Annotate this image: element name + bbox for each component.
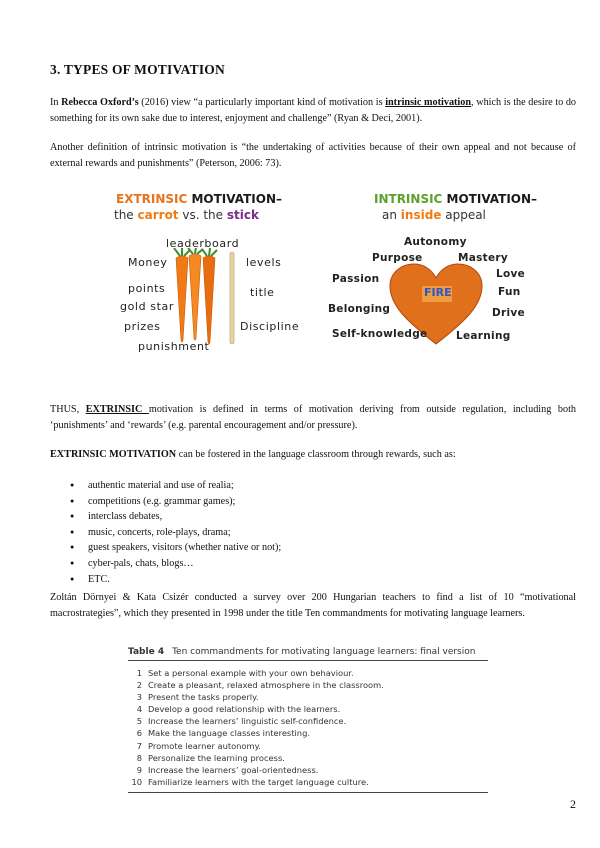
ext-word-title: title — [250, 286, 275, 299]
ext-word-prizes: prizes — [124, 320, 161, 333]
table-title: Ten commandments for motivating language learners: final version — [172, 647, 476, 657]
p4-post: can be fostered in the language classroom through rewards, such as: — [176, 449, 456, 460]
p1-pre: In — [50, 97, 62, 108]
row-number: 7 — [136, 740, 142, 751]
p1-term: intrinsic motivation — [385, 97, 472, 108]
int-word-love: Love — [496, 268, 526, 280]
intrinsic-heading-rest: MOTIVATION– — [442, 192, 538, 206]
list-item: ● guest speakers, visitors (whether native or not); — [70, 540, 281, 556]
ext-sub-mid: vs. the — [178, 208, 227, 222]
int-word-passion: Passion — [332, 273, 380, 285]
paragraph-extrinsic-rewards — [50, 447, 576, 463]
table-row — [128, 667, 488, 679]
extrinsic-subtitle — [114, 208, 259, 222]
row-text: Increase the learners’ goal-orientedness. — [148, 764, 319, 775]
p1-post: , which is the desire to do something for its own sake due to interest, enjoyment and challenge” (Ryan & Deci, 2001). — [50, 97, 577, 124]
list-item: ● authentic material and use of realia; — [70, 478, 281, 494]
paragraph-dornyei: Zoltán Dörnyei & Kata Csizér conducted a survey over 200 Hungarian teachers to find a list of 10 “motivational macrostrategies”, which they presented in 1998 under the title Ten commandments for motivating language learners. — [50, 592, 576, 619]
ext-word-gold-star: gold star — [120, 300, 174, 313]
ext-word-money: Money — [128, 256, 168, 269]
motivation-figure — [100, 190, 538, 362]
ext-sub-pre: the — [114, 208, 138, 222]
table-header — [128, 647, 488, 661]
ext-sub-stick: stick — [226, 208, 259, 222]
table-row — [128, 679, 488, 691]
table-row — [128, 715, 488, 727]
row-text: Make the language classes interesting. — [148, 728, 310, 739]
table-rows — [128, 661, 488, 793]
int-sub-pre: an — [382, 208, 401, 222]
row-number: 5 — [136, 716, 142, 727]
table-row — [128, 752, 488, 764]
extrinsic-heading — [116, 192, 282, 206]
row-number: 8 — [136, 752, 142, 763]
ext-word-punishment: punishment — [138, 340, 210, 353]
list-item: ● interclass debates, — [70, 509, 281, 525]
row-number: 6 — [136, 728, 142, 739]
extrinsic-heading-colored: EXTRINSIC — [116, 192, 188, 206]
intrinsic-heading-colored: INTRINSIC — [374, 192, 443, 206]
p1-mid: (2016) view “a particularly important kind of motivation is — [138, 97, 386, 108]
list-item: ● cyber-pals, chats, blogs… — [70, 556, 281, 572]
row-number: 9 — [136, 764, 142, 775]
table-row — [128, 740, 488, 752]
heart-label: FIRE — [424, 286, 452, 299]
row-number: 4 — [136, 704, 142, 715]
row-text: Create a pleasant, relaxed atmosphere in the classroom. — [148, 680, 384, 691]
int-word-mastery: Mastery — [458, 252, 509, 264]
table-row — [128, 764, 488, 776]
ext-word-levels: levels — [246, 256, 282, 269]
row-text: Increase the learners’ linguistic self-confidence. — [148, 716, 347, 727]
ext-sub-carrot: carrot — [137, 208, 179, 222]
int-word-learning: Learning — [456, 330, 511, 342]
commandments-table — [128, 647, 488, 793]
carrots-illustration — [166, 248, 246, 348]
row-text: Develop a good relationship with the learners. — [148, 704, 341, 715]
row-text: Personalize the learning process. — [148, 752, 285, 763]
int-word-belonging: Belonging — [328, 303, 391, 315]
int-word-autonomy: Autonomy — [404, 236, 467, 248]
int-word-fun: Fun — [498, 286, 521, 298]
page-number: 2 — [570, 797, 576, 811]
list-item: ● music, concerts, role-plays, drama; — [70, 525, 281, 541]
paragraph-extrinsic-definition — [50, 402, 576, 434]
ext-word-discipline: Discipline — [240, 320, 300, 333]
row-number: 10 — [131, 776, 142, 787]
int-sub-post: appeal — [441, 208, 486, 222]
p1-author: Rebecca Oxford’s — [61, 97, 139, 108]
table-row — [128, 776, 488, 788]
intrinsic-heading — [374, 192, 537, 206]
intrinsic-subtitle — [382, 208, 486, 222]
section-heading: 3. TYPES OF MOTIVATION — [50, 62, 225, 77]
p3-pre: THUS, — [50, 404, 86, 415]
row-text: Promote learner autonomy. — [148, 740, 261, 751]
carrot-icon — [174, 248, 217, 344]
extrinsic-heading-rest: MOTIVATION– — [187, 192, 282, 206]
row-text: Present the tasks properly. — [148, 692, 259, 703]
table-row — [128, 727, 488, 739]
row-number: 1 — [136, 668, 142, 678]
p3-post: motivation is defined in terms of motivation deriving from outside regulation, including both ‘punishments’ and ‘rewards’ (e.g. parental encouragement and/or pressure). — [50, 404, 576, 431]
list-item: ● competitions (e.g. grammar games); — [70, 494, 281, 510]
table-row — [128, 691, 488, 703]
row-number: 3 — [136, 692, 142, 703]
table-label: Table 4 — [128, 647, 165, 657]
int-word-purpose: Purpose — [372, 252, 423, 264]
ext-word-points: points — [128, 282, 166, 295]
p4-term: EXTRINSIC MOTIVATION — [50, 449, 177, 460]
p3-term: EXTRINSIC — [85, 404, 149, 415]
ext-word-leaderboard: leaderboard — [166, 237, 240, 250]
paragraph-definition: Another definition of intrinsic motivation is “the undertaking of activities because of their own appeal and not because of external rewards and punishments” (Peterson, 2006: 73). — [50, 142, 576, 169]
row-text: Set a personal example with your own behaviour. — [148, 668, 354, 678]
int-word-drive: Drive — [492, 307, 525, 319]
list-item: ● ETC. — [70, 572, 281, 588]
row-text: Familiarize learners with the target language culture. — [148, 776, 369, 787]
rewards-list — [70, 478, 281, 587]
row-number: 2 — [136, 680, 142, 691]
int-sub-inside: inside — [400, 208, 442, 222]
paragraph-oxford — [50, 95, 576, 127]
table-row — [128, 703, 488, 715]
stick-icon — [230, 252, 234, 344]
int-word-self-knowledge: Self-knowledge — [332, 328, 428, 340]
